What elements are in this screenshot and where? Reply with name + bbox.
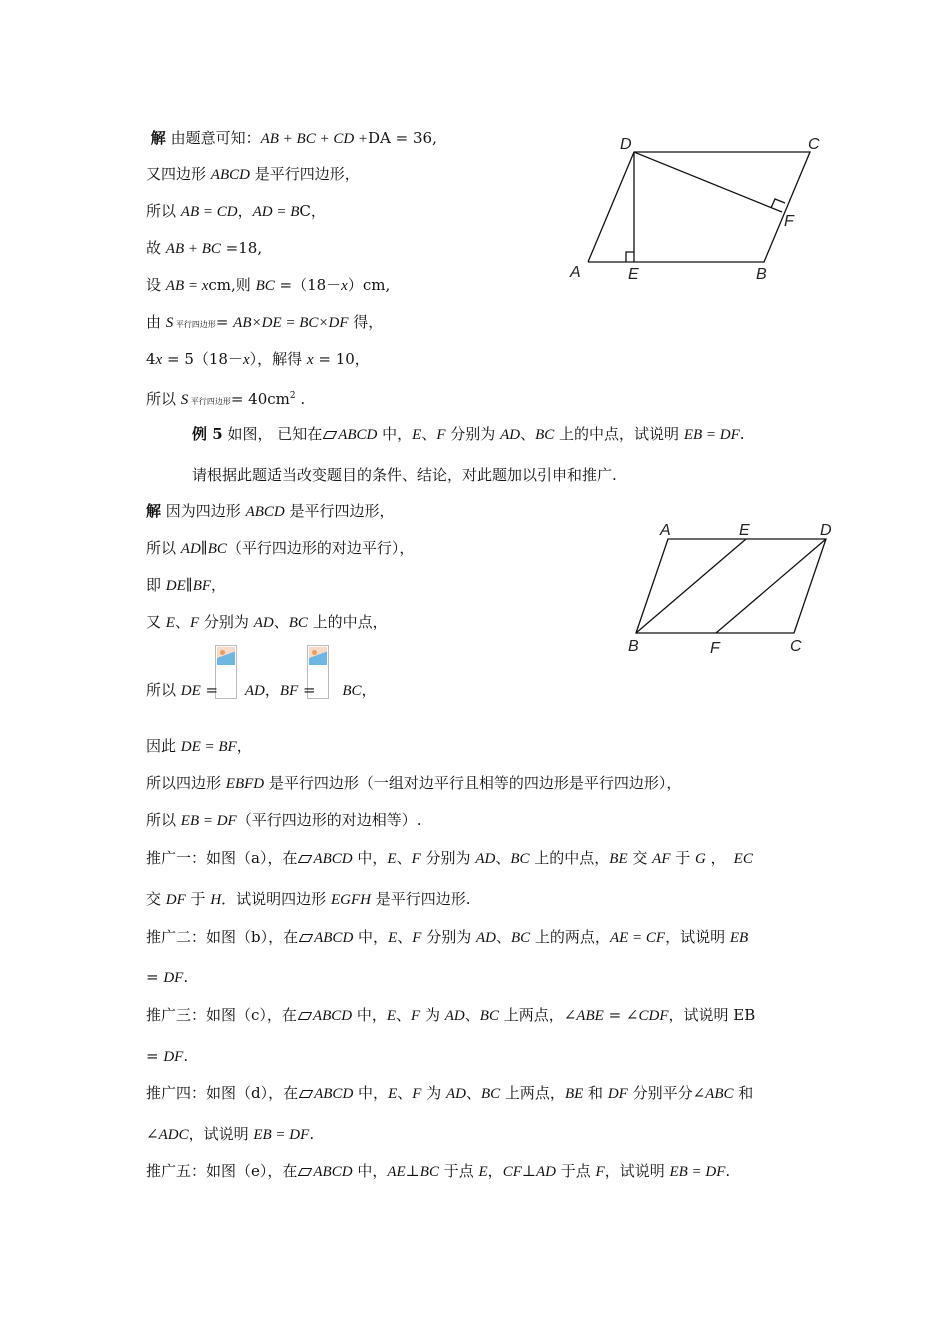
label-f: F xyxy=(784,213,794,230)
extension-4-line-1: 推广四：如图（d），在 ABCD 中，E、F 为 AD、BC 上两点，BE 和 DF 分别平分∠ABC 和 xyxy=(146,1084,754,1102)
extension-3-line-1: 推广三：如图（c），在 ABCD 中，E、F 为 AD、BC 上两点，∠ABE = ∠CDF，试说明 EB xyxy=(146,1006,756,1024)
parallelogram-icon xyxy=(299,934,313,942)
label-c: C xyxy=(808,136,820,153)
figure-parallelogram-altitudes xyxy=(560,128,830,288)
extension-5-line-1: 推广五：如图（e），在 ABCD 中，AE⊥BC 于点 E，CF⊥AD 于点 F，试说明 EB = DF. xyxy=(146,1162,731,1180)
solution1-line-5: 设 AB = xcm,则 BC =（18－x）cm, xyxy=(146,276,391,294)
solution2-line-7: 所以四边形 EBFD 是平行四边形（一组对边平行且相等的四边形是平行四边形）， xyxy=(146,774,682,792)
parallelogram-abcd xyxy=(588,152,810,262)
extension-2-line-1: 推广二：如图（b），在 ABCD 中，E、F 分别为 AD、BC 上的两点，AE = CF，试说明 EB xyxy=(146,928,749,946)
solution1-line-1: 解 由题意可知：AB + BC + CD +DA = 36, xyxy=(150,129,437,147)
solution1-line-7: 4x = 5（18－x），解得 x = 10， xyxy=(146,350,370,368)
label-e: E xyxy=(739,522,750,539)
solution1-line-8: 所以 S 平行四边形= $40cm^2$ . xyxy=(146,390,306,408)
solution1-line-2: 又四边形 ABCD 是平行四边形， xyxy=(146,165,360,183)
example5-note: 请根据此题适当改变题目的条件、结论，对此题加以引申和推广. xyxy=(192,466,617,484)
perpendicular-df xyxy=(634,152,782,212)
parallelogram-icon xyxy=(299,1090,313,1098)
extension-1-line-1: 推广一：如图（a），在 ABCD 中，E、F 分别为 AD、BC 上的中点，BE 交 AF 于 G ， EC xyxy=(146,849,753,867)
label-a: A xyxy=(660,522,671,539)
solution2-line-1: 解 因为四边形 ABCD 是平行四边形， xyxy=(146,502,395,520)
solution2-line-6: 因此 DE = BF， xyxy=(146,737,252,755)
extension-3-line-2: = DF. xyxy=(146,1047,189,1065)
parallelogram-icon xyxy=(298,1012,312,1020)
solution2-line-2: 所以 AD∥BC（平行四边形的对边平行）， xyxy=(146,539,415,557)
solution-label: 解 xyxy=(150,129,166,147)
extension-2-line-2: = DF. xyxy=(146,968,189,986)
label-b: B xyxy=(756,266,767,283)
parallelogram-abcd xyxy=(636,539,826,633)
solution2-line-5: 所以 DE = AD，BF = BC， xyxy=(146,681,377,699)
label-b: B xyxy=(628,638,639,655)
label-e: E xyxy=(628,266,639,283)
parallelogram-icon xyxy=(298,855,312,863)
label-f: F xyxy=(710,640,720,657)
label-c: C xyxy=(790,638,802,655)
parallelogram-icon xyxy=(323,431,337,439)
right-angle-mark-e xyxy=(626,252,634,262)
parallelogram-icon xyxy=(298,1168,312,1176)
solution2-line-3: 即 DE∥BF， xyxy=(146,576,227,594)
solution1-line-3: 所以 AB = CD，AD = BC， xyxy=(146,202,326,220)
label-d: D xyxy=(620,136,632,153)
extension-4-line-2: ∠ADC，试说明 EB = DF. xyxy=(146,1125,315,1143)
label-d: D xyxy=(820,522,832,539)
solution-label: 解 xyxy=(146,502,162,520)
example5-statement: 例 5 如图， 已知在 ABCD 中，E、F 分别为 AD、BC 上的中点，试说明 EB = DF. xyxy=(192,425,745,443)
extension-1-line-2: 交 DF 于 H．试说明四边形 EGFH 是平行四边形. xyxy=(146,890,471,908)
solution1-line-4: 故 AB + BC =18, xyxy=(146,239,263,257)
label-a: A xyxy=(570,264,581,281)
solution1-line-6: 由 S 平行四边形= AB×DE = BC×DF 得， xyxy=(146,313,384,331)
right-angle-mark-f xyxy=(771,199,785,208)
solution2-line-4: 又 E、F 分别为 AD、BC 上的中点， xyxy=(146,613,388,631)
solution2-line-8: 所以 EB = DF（平行四边形的对边相等）. xyxy=(146,811,422,829)
figure-parallelogram-midpoints xyxy=(620,515,840,660)
example-label: 例 5 xyxy=(192,425,223,443)
